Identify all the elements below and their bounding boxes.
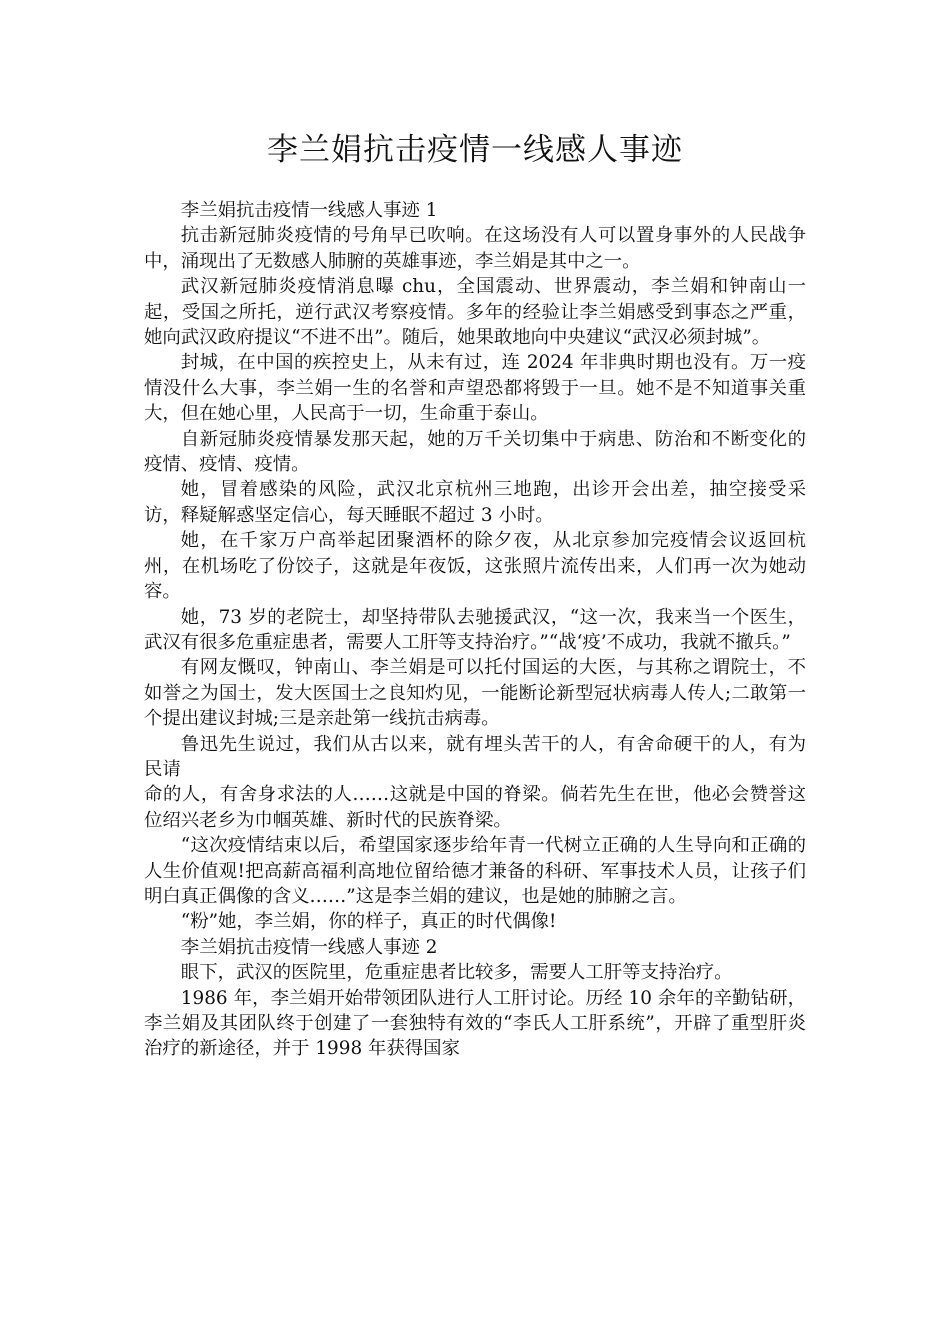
paragraph: 她，冒着感染的风险，武汉北京杭州三地跑，出诊开会出差，抽空接受采访，释疑解惑坚定信心，每天睡眠不超过 3 小时。 [144, 479, 806, 526]
paragraph: 武汉新冠肺炎疫情消息曝 chu，全国震动、世界震动，李兰娟和钟南山一起，受国之所托，逆行武汉考察疫情。多年的经验让李兰娟感受到事态之严重，她向武汉政府提议“不进不出”。随后，她果敢地向中央建议“武汉必须封城”。 [144, 276, 806, 349]
paragraph: 她，在千家万户高举起团聚酒杯的除夕夜，从北京参加完疫情会议返回杭州，在机场吃了份饺子，这就是年夜饭，这张照片流传出来，人们再一次为她动容。 [144, 530, 806, 603]
paragraph: 眼下，武汉的医院里，危重症患者比较多，需要人工肝等支持治疗。 [180, 962, 733, 984]
paragraph: “粉”她，李兰娟，你的样子，真正的时代偶像! [180, 911, 557, 933]
document-page [144, 128, 806, 1062]
paragraph: 抗击新冠肺炎疫情的号角早已吹响。在这场没有人可以置身事外的人民战争中，涌现出了无数感人肺腑的英雄事迹，李兰娟是其中之一。 [144, 225, 806, 272]
document-title: 李兰娟抗击疫情一线感人事迹 [267, 132, 683, 168]
paragraph: 封城，在中国的疾控史上，从未有过，连 2024 年非典时期也没有。万一疫情没什么大事，李兰娟一生的名誉和声望恐都将毁于一旦。她不是不知道事关重大，但在她心里，人民高于一切，生命重于泰山。 [144, 352, 806, 425]
paragraph: 1986 年，李兰娟开始带领团队进行人工肝讨论。历经 10 余年的辛勤钻研，李兰娟及其团队终于创建了一套独特有效的“李氏人工肝系统”，开辟了重型肝炎治疗的新途径，并于 1998 年获得国家 [144, 987, 806, 1060]
paragraph: 有网友慨叹，钟南山、李兰娟是可以托付国运的大医，与其称之谓院士，不如誉之为国士，发大医国士之良知灼见，一能断论新型冠状病毒人传人;二敢第一个提出建议封城;三是亲赴第一线抗击病毒。 [144, 657, 806, 730]
section-heading: 李兰娟抗击疫情一线感人事迹 2 [180, 936, 438, 958]
paragraph: 鲁迅先生说过，我们从古以来，就有埋头苦干的人，有舍命硬干的人，有为民请 [144, 733, 806, 780]
paragraph: 她，73 岁的老院士，却坚持带队去驰援武汉，“这一次，我来当一个医生，武汉有很多危重症患者，需要人工肝等支持治疗。”“战‘疫’不成功，我就不撤兵。” [144, 606, 806, 653]
document-body [144, 198, 806, 1062]
paragraph: 自新冠肺炎疫情暴发那天起，她的万千关切集中于病患、防治和不断变化的疫情、疫情、疫情。 [144, 428, 806, 476]
section-heading: 李兰娟抗击疫情一线感人事迹 1 [180, 200, 438, 221]
paragraph: 命的人，有舍身求法的人……这就是中国的脊梁。倘若先生在世，他必会赞誉这位绍兴老乡为巾帼英雄、新时代的民族脊梁。 [144, 784, 806, 831]
paragraph: “这次疫情结束以后，希望国家逐步给年青一代树立正确的人生导向和正确的人生价值观!把高薪高福利高地位留给德才兼备的科研、军事技术人员，让孩子们明白真正偶像的含义……”这是李兰娟的建议，也是她的肺腑之言。 [144, 835, 806, 907]
